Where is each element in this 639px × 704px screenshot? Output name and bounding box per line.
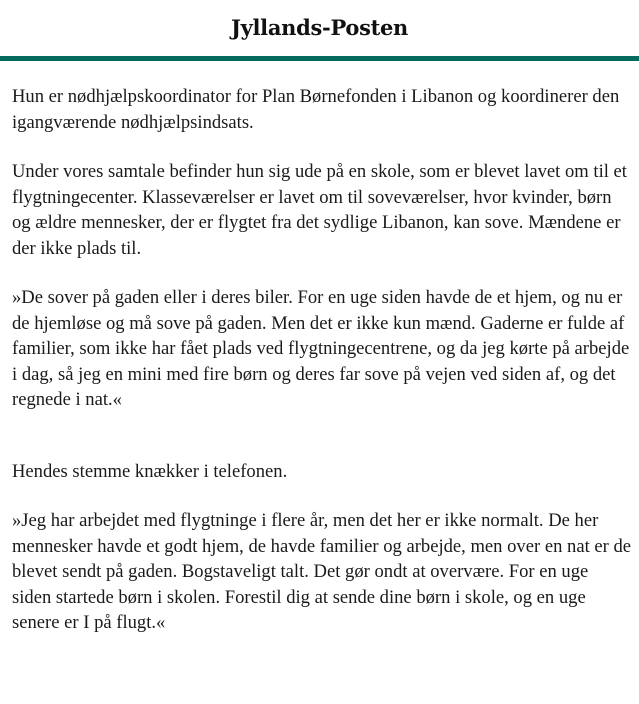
article-paragraph-5: »Jeg har arbejdet med flygtninge i flere år, men det her er ikke normalt. De her mennesker havde et godt hjem, de havde familier og arbejde, men over en nat er de blevet sendt på gaden. Bogstaveligt talt. Det gør ondt at overvære. For en uge siden startede børn i skolen. Forestil dig at sende dine børn i skole, og en uge senere er I på flugt.«	[12, 510, 632, 633]
article-paragraph-1: Hun er nødhjælpskoordinator for Plan Børnefonden i Libanon og koordinerer den igangværende nødhjælpsindsats.	[12, 86, 620, 133]
article-paragraph-2: Under vores samtale befinder hun sig ude på en skole, som er blevet lavet om til et flygtningecenter. Klasseværelser er lavet om til soveværelser, hvor kvinder, børn og ældre mennesker, der er flygtet fra det sydlige Libanon, kan sove. Mændene er der ikke plads til.	[12, 161, 627, 259]
masthead	[0, 0, 639, 56]
article-paragraph-4: Hendes stemme knækker i telefonen.	[12, 460, 288, 482]
publication-logo[interactable]: Jyllands-Posten	[230, 15, 409, 40]
masthead-accent-rule	[0, 56, 639, 61]
article-paragraph-3: »De sover på gaden eller i deres biler. For en uge siden havde de et hjem, og nu er de hjemløse og må sove på gaden. Men det er ikke kun mænd. Gaderne er fulde af familier, som ikke har fået plads ved flygtningecentrene, og da jeg kørte på arbejde i dag, så jeg en mini med fire børn og deres far sove på vejen ved siden af, og det regnede i nat.«	[12, 287, 630, 410]
article-body	[12, 84, 632, 660]
